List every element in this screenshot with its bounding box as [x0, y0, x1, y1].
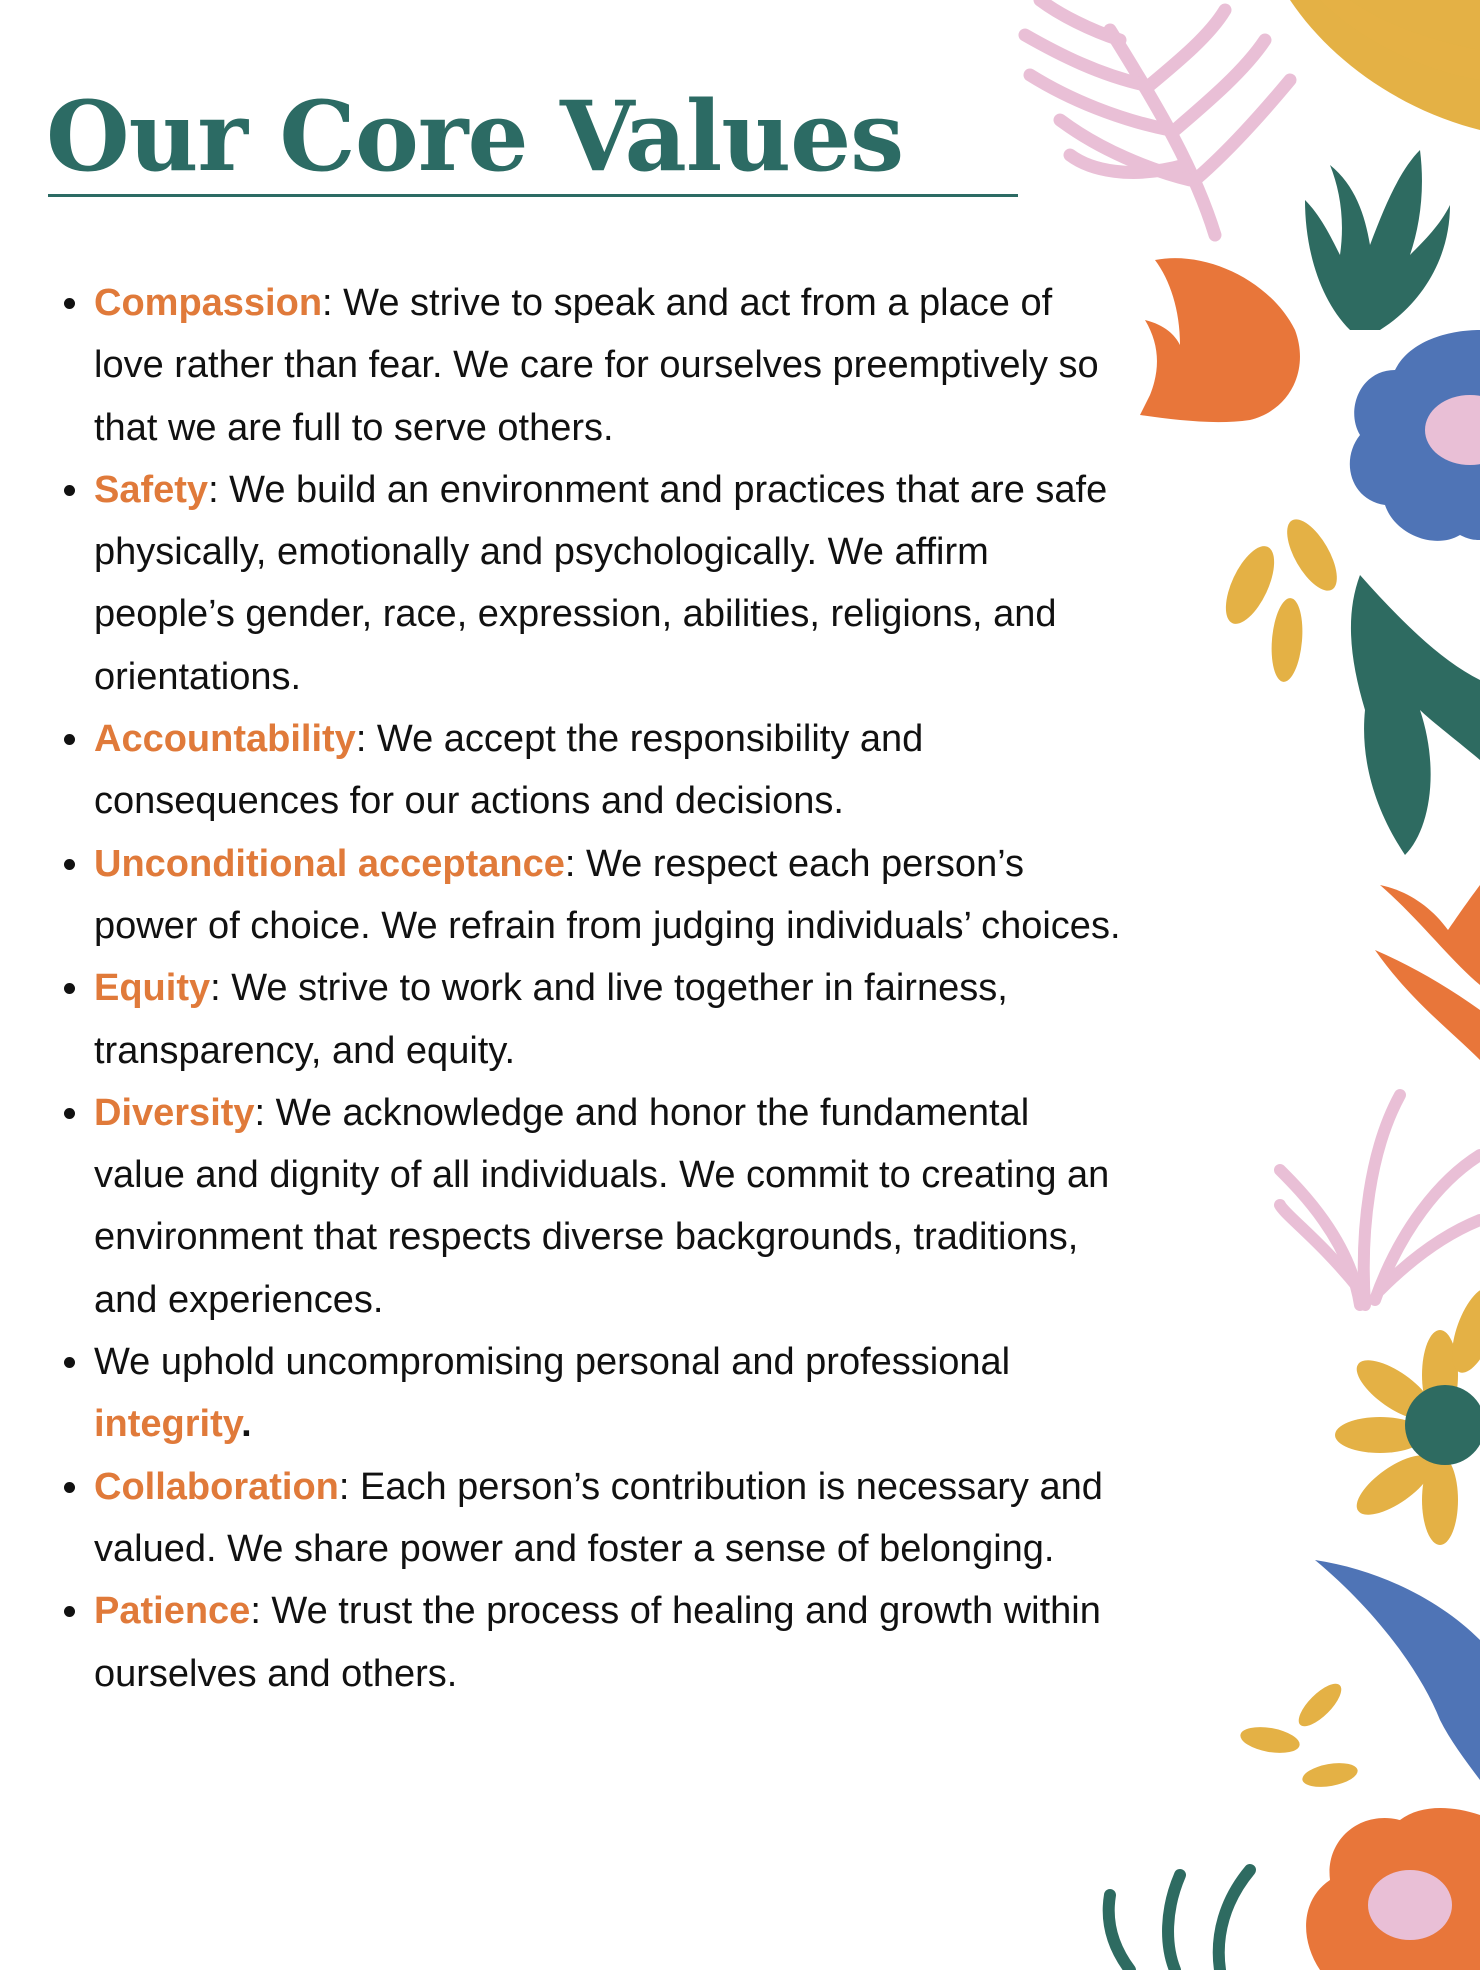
- teal-grass-icon: [1109, 1870, 1250, 1970]
- blue-leaf-icon: [1315, 1560, 1480, 1780]
- value-term: Unconditional acceptance: [94, 842, 565, 885]
- orange-leaf-icon: [1375, 885, 1480, 1060]
- yellow-petals-icon: [1216, 512, 1347, 683]
- orange-tulip-icon: [1140, 258, 1300, 422]
- yellow-daisy-icon: [1335, 1282, 1480, 1545]
- value-term: Safety: [94, 468, 209, 511]
- value-term: Equity: [94, 967, 211, 1010]
- value-prefix: We uphold uncompromising personal and professional: [94, 1341, 1011, 1384]
- value-term: Compassion: [94, 282, 323, 324]
- teal-leaf-icon: [1351, 575, 1480, 855]
- orange-flower-icon: [1306, 1808, 1480, 1970]
- value-term: integrity: [94, 1403, 242, 1446]
- page-title: Our Core Values: [46, 80, 904, 193]
- pink-fern-icon: [1025, 0, 1290, 235]
- value-description: : We trust the process of healing and growth within ourselves and others.: [94, 1590, 1101, 1695]
- value-suffix: .: [241, 1403, 252, 1446]
- value-term: Accountability: [94, 718, 356, 761]
- value-description: : We accept the responsibility and consequences for our actions and decisions.: [94, 718, 924, 823]
- teal-tulip-leaf-icon: [1305, 150, 1450, 330]
- pink-grass-icon: [1280, 1095, 1480, 1305]
- blue-flower-icon: [1350, 330, 1480, 541]
- value-description: : We strive to work and live together in fairness, transparency, and equity.: [94, 967, 1008, 1072]
- value-description: : Each person’s contribution is necessary and valued. We share power and foster a sense of belonging.: [94, 1465, 1103, 1570]
- value-term: Patience: [94, 1590, 251, 1633]
- value-description: : We strive to speak and act from a place of love rather than fear. We care for ourselves preemptively so that we are full to serve others.: [94, 282, 1099, 449]
- value-term: Collaboration: [94, 1465, 339, 1508]
- value-description: : We acknowledge and honor the fundamental value and dignity of all individuals. We commit to creating an environment that respects diverse backgrounds, traditions, and experiences.: [94, 1091, 1110, 1321]
- value-term: Diversity: [94, 1091, 255, 1134]
- value-description: : We build an environment and practices that are safe physically, emotionally and psychologically. We affirm people’s gender, race, expression, abilities, religions, and orientations.: [94, 468, 1108, 698]
- value-description: : We respect each person’s power of choice. We refrain from judging individuals’ choices.: [94, 842, 1121, 947]
